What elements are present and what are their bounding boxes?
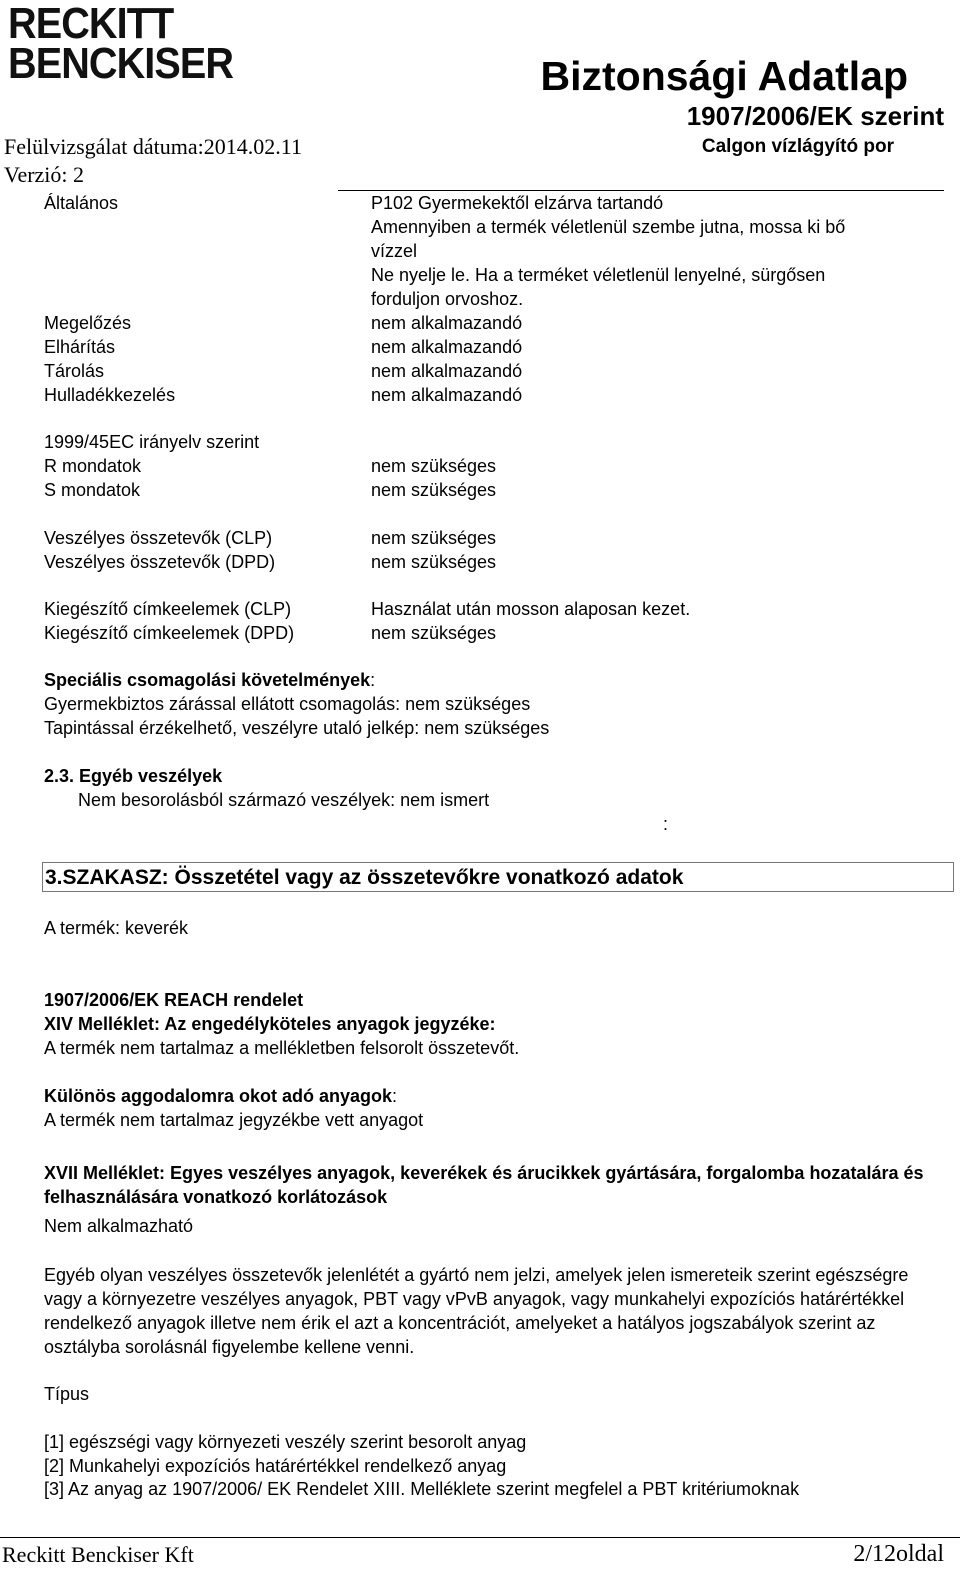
general-line-2: Amennyiben a termék véletlenül szembe jutna, mossa ki bő <box>371 217 846 237</box>
supplemental-clp-value: Használat után mosson alaposan kezet. <box>371 599 691 619</box>
prevention-label: Megelőzés <box>44 313 132 333</box>
other-components-text: Egyéb olyan veszélyes összetevők jelenlétét a gyártó nem jelzi, amelyek jelen ismereteik szerint egészségre vagy a környezetre veszélyes anyagok, PBT vagy vPvB anyagok, vagy munkahelyi expozíciós határértékkel rendelkező anyagok illetve nem érik el azt a koncentrációt, amelyeket a hatályos jogszabályok szerint az osztályba sorolásnál figyelembe kellene venni. <box>44 1265 909 1357</box>
r-phrases-label: R mondatok <box>44 456 142 476</box>
footer-company: Reckitt Benckiser Kft <box>2 1542 194 1567</box>
disposal-value: nem alkalmazandó <box>371 385 523 405</box>
hazardous-clp-label: Veszélyes összetevők (CLP) <box>44 528 273 548</box>
annex14-heading: XIV Melléklet: Az engedélyköteles anyagok jegyzéke: <box>44 1014 496 1034</box>
general-label: Általános <box>44 193 119 213</box>
svhc-text: A termék nem tartalmaz jegyzékbe vett anyagot <box>44 1110 424 1130</box>
type-item-2: [2] Munkahelyi expozíciós határértékkel rendelkező anyag <box>44 1456 507 1476</box>
storage-value: nem alkalmazandó <box>371 361 523 381</box>
footer-page-number: 2/12oldal <box>853 1541 944 1567</box>
packaging-tactile-warning: Tapintással érzékelhető, veszélyre utaló jelkép: nem szükséges <box>44 718 550 738</box>
logo-line-2: BENCKISER <box>8 39 234 88</box>
version: Verzió: 2 <box>4 162 85 187</box>
prevention-value: nem alkalmazandó <box>371 313 523 333</box>
s-phrases-label: S mondatok <box>44 480 141 500</box>
disposal-label: Hulladékkezelés <box>44 385 176 405</box>
hazardous-clp-value: nem szükséges <box>371 528 497 548</box>
supplemental-dpd-label: Kiegészítő címkeelemek (DPD) <box>44 623 295 643</box>
annex17-heading: XVII Melléklet: Egyes veszélyes anyagok, keverékek és árucikkek gyártására, forgalomba hozatalára és felhasználására vonatkozó korlátozások <box>44 1163 924 1207</box>
r-phrases-value: nem szükséges <box>371 456 497 476</box>
revision-date: Felülvizsgálat dátuma:2014.02.11 <box>4 134 302 159</box>
company-logo <box>8 0 238 90</box>
response-label: Elhárítás <box>44 337 116 357</box>
general-line-4: Ne nyelje le. Ha a terméket véletlenül lenyelné, sürgősen <box>371 265 826 285</box>
svhc-heading-colon: : <box>392 1086 398 1106</box>
supplemental-dpd-value: nem szükséges <box>371 623 497 643</box>
storage-label: Tárolás <box>44 361 105 381</box>
other-hazards-heading: 2.3. Egyéb veszélyek <box>44 766 223 786</box>
footer-divider <box>0 1537 960 1538</box>
section-3-title: 3.SZAKASZ: Összetétel vagy az összetevőkre vonatkozó adatok <box>45 866 684 889</box>
directive-heading: 1999/45EC irányelv szerint <box>44 432 260 452</box>
reach-heading: 1907/2006/EK REACH rendelet <box>44 990 304 1010</box>
general-line-1: P102 Gyermekektől elzárva tartandó <box>371 193 664 213</box>
type-item-1: [1] egészségi vagy környezeti veszély szerint besorolt anyag <box>44 1432 527 1452</box>
stray-colon: : <box>663 814 669 834</box>
supplemental-clp-label: Kiegészítő címkeelemek (CLP) <box>44 599 292 619</box>
product-name: Calgon vízlágyító por <box>701 136 894 157</box>
product-type: A termék: keverék <box>44 918 189 938</box>
regulation-subtitle: 1907/2006/EK szerint <box>686 101 944 131</box>
general-line-3: vízzel <box>371 241 418 261</box>
logo-line-1: RECKITT <box>8 0 174 48</box>
packaging-child-resistant: Gyermekbiztos zárással ellátott csomagolás: nem szükséges <box>44 694 531 714</box>
s-phrases-value: nem szükséges <box>371 480 497 500</box>
document-title: Biztonsági Adatlap <box>540 53 908 99</box>
annex14-text: A termék nem tartalmaz a mellékletben felsorolt összetevőt. <box>44 1038 520 1058</box>
svhc-heading-text: Különös aggodalomra okot adó anyagok <box>44 1086 393 1106</box>
section-3-header <box>42 862 954 892</box>
type-item-3: [3] Az anyag az 1907/2006/ EK Rendelet XIII. Melléklete szerint megfelel a PBT kritériumoknak <box>44 1479 800 1499</box>
response-value: nem alkalmazandó <box>371 337 523 357</box>
packaging-heading <box>44 668 375 692</box>
svhc-heading <box>44 1084 397 1108</box>
type-label: Típus <box>44 1384 90 1404</box>
hazardous-dpd-value: nem szükséges <box>371 552 497 572</box>
general-line-5: forduljon orvoshoz. <box>371 289 524 309</box>
other-hazards-line: Nem besorolásból származó veszélyek: nem ismert <box>78 790 490 810</box>
hazardous-dpd-label: Veszélyes összetevők (DPD) <box>44 552 276 572</box>
packaging-heading-colon: : <box>370 670 376 690</box>
packaging-heading-text: Speciális csomagolási követelmények <box>44 670 371 690</box>
annex17-text: Nem alkalmazható <box>44 1216 194 1236</box>
